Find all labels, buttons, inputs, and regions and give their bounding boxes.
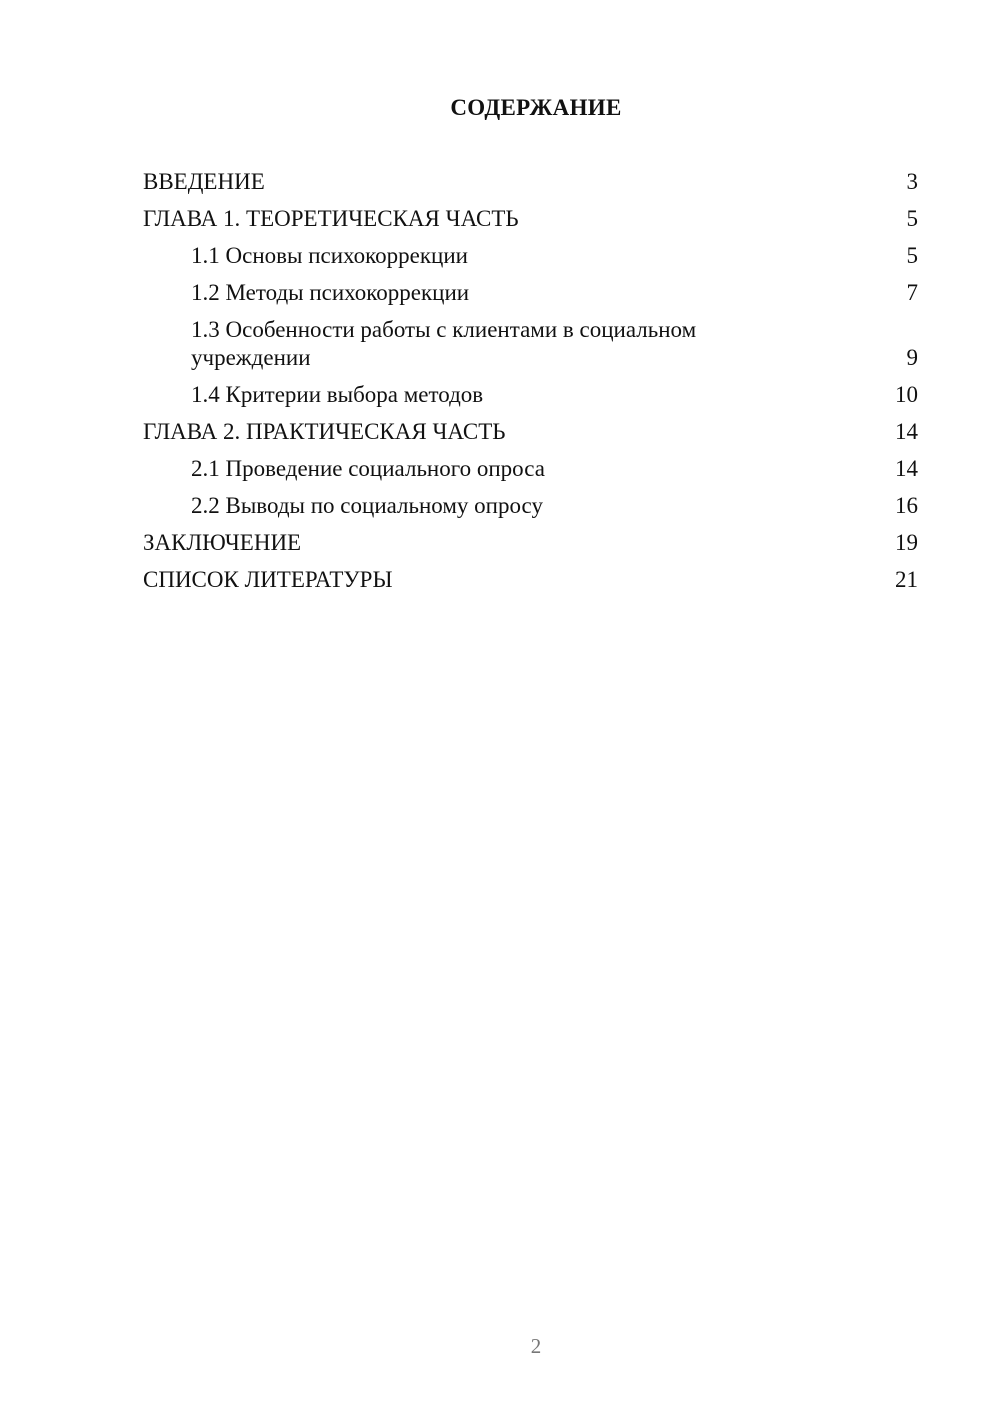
page-number: 2 [530, 1334, 542, 1358]
toc-entry-section-1-2 [143, 279, 918, 307]
toc-entry-page: 21 [895, 567, 918, 592]
toc-entry-label: 1.3 Особенности работы с клиентами в социальном учреждении [191, 317, 697, 370]
toc-entry-label: ГЛАВА 2. ПРАКТИЧЕСКАЯ ЧАСТЬ [143, 419, 506, 444]
toc-entry-label: 2.1 Проведение социального опроса [191, 456, 545, 481]
table-of-contents [143, 168, 918, 603]
toc-entry-page: 5 [906, 206, 918, 231]
page-title: СОДЕРЖАНИЕ [450, 95, 622, 120]
toc-entry-page: 19 [895, 530, 918, 555]
toc-entry-label: ГЛАВА 1. ТЕОРЕТИЧЕСКАЯ ЧАСТЬ [143, 206, 519, 231]
toc-entry-section-1-3 [143, 316, 918, 372]
toc-entry-bibliography [143, 566, 918, 594]
toc-entry-chapter-1 [143, 205, 918, 233]
toc-entry-page: 9 [906, 345, 918, 370]
toc-entry-introduction [143, 168, 918, 196]
toc-entry-page: 14 [895, 419, 918, 444]
toc-entry-label: 1.4 Критерии выбора методов [191, 382, 484, 407]
toc-entry-page: 3 [906, 169, 918, 194]
toc-entry-section-1-4 [143, 381, 918, 409]
toc-entry-page: 10 [895, 382, 918, 407]
toc-entry-conclusion [143, 529, 918, 557]
toc-entry-label: 1.1 Основы психокоррекции [191, 243, 468, 268]
toc-entry-label: 2.2 Выводы по социальному опросу [191, 493, 543, 518]
toc-entry-page: 14 [895, 456, 918, 481]
toc-entry-label: ВВЕДЕНИЕ [143, 169, 265, 194]
toc-entry-label: 1.2 Методы психокоррекции [191, 280, 470, 305]
toc-entry-page: 5 [906, 243, 918, 268]
toc-entry-label: ЗАКЛЮЧЕНИЕ [143, 530, 302, 555]
toc-entry-page: 7 [906, 280, 918, 305]
toc-entry-section-1-1 [143, 242, 918, 270]
toc-entry-section-2-2 [143, 492, 918, 520]
toc-entry-section-2-1 [143, 455, 918, 483]
toc-entry-label: СПИСОК ЛИТЕРАТУРЫ [143, 567, 393, 592]
toc-entry-page: 16 [895, 493, 918, 518]
toc-entry-chapter-2 [143, 418, 918, 446]
